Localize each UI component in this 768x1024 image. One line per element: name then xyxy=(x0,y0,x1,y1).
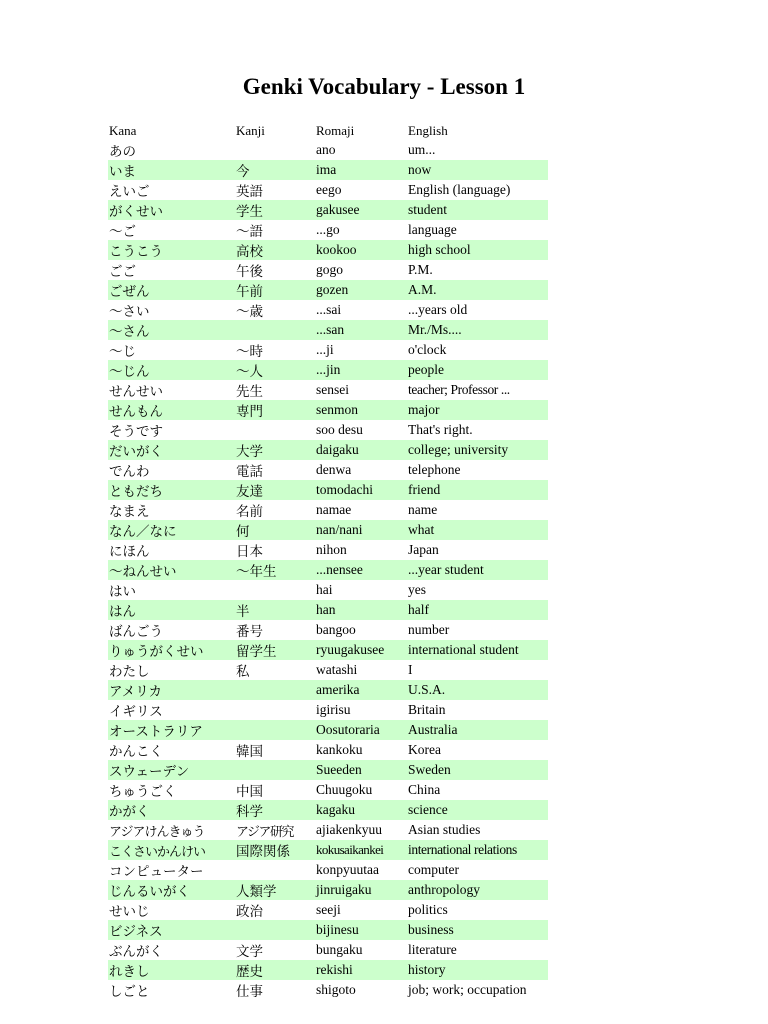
cell-kanji: 〜年生 xyxy=(235,560,315,580)
table-row xyxy=(108,680,548,700)
cell-kana: イギリス xyxy=(109,704,163,720)
table-header-row xyxy=(108,121,548,140)
cell-english: Korea xyxy=(408,742,441,757)
cell-kana: ごぜん xyxy=(108,280,235,300)
cell-kana: 〜ご xyxy=(109,224,136,240)
cell-english: ...year student xyxy=(407,560,548,580)
cell-romaji: ...sai xyxy=(316,302,342,317)
table-row xyxy=(108,340,548,360)
cell-kanji: 先生 xyxy=(236,384,263,400)
cell-kana: せんせい xyxy=(109,384,163,400)
cell-kanji: 〜語 xyxy=(236,224,263,240)
cell-romaji: amerika xyxy=(315,680,407,700)
cell-romaji: kookoo xyxy=(315,240,407,260)
cell-romaji: ajiakenkyuu xyxy=(316,822,382,837)
cell-kana: なまえ xyxy=(109,504,150,520)
vocabulary-rows xyxy=(108,140,548,1000)
cell-kana: せんもん xyxy=(108,400,235,420)
cell-english: Britain xyxy=(408,702,446,717)
cell-romaji: ...nensee xyxy=(315,560,407,580)
cell-kana: ちゅうごく xyxy=(109,784,177,800)
table-row xyxy=(108,180,548,200)
cell-kanji: 留学生 xyxy=(235,640,315,660)
table-row xyxy=(108,580,548,600)
table-row xyxy=(108,740,548,760)
cell-kana: スウェーデン xyxy=(108,760,235,780)
cell-kanji: 国際関係 xyxy=(235,840,315,860)
cell-kanji: 私 xyxy=(236,664,250,680)
cell-english: English (language) xyxy=(408,182,511,197)
cell-kana: そうです xyxy=(109,424,163,440)
table-row xyxy=(108,640,548,660)
cell-romaji: bijinesu xyxy=(315,920,407,940)
vocabulary-table xyxy=(108,121,548,1000)
cell-kana: コンピューター xyxy=(109,864,204,880)
table-row xyxy=(108,820,548,840)
cell-kana: じんるいがく xyxy=(108,880,235,900)
cell-romaji: jinruigaku xyxy=(315,880,407,900)
cell-romaji: nihon xyxy=(316,542,347,557)
cell-kana: にほん xyxy=(109,544,150,560)
cell-english: computer xyxy=(408,862,459,877)
cell-kanji: 番号 xyxy=(236,624,263,640)
cell-kanji xyxy=(235,420,315,440)
cell-romaji: ryuugakusee xyxy=(315,640,407,660)
table-row xyxy=(108,780,548,800)
cell-kanji: 名前 xyxy=(236,504,263,520)
cell-romaji: hai xyxy=(316,582,333,597)
cell-english: Asian studies xyxy=(408,822,481,837)
table-row xyxy=(108,220,548,240)
table-row xyxy=(108,400,548,420)
cell-kana: ともだち xyxy=(108,480,235,500)
page-title: Genki Vocabulary - Lesson 1 xyxy=(242,74,526,99)
cell-romaji: shigoto xyxy=(316,982,356,997)
cell-kana: こうこう xyxy=(108,240,235,260)
cell-romaji: bungaku xyxy=(316,942,363,957)
cell-english: international student xyxy=(407,640,548,660)
cell-kanji: 歴史 xyxy=(235,960,315,980)
table-row xyxy=(108,360,548,380)
table-row xyxy=(108,620,548,640)
cell-romaji: tomodachi xyxy=(315,480,407,500)
cell-kanji: 政治 xyxy=(236,904,263,920)
cell-kana: ビジネス xyxy=(108,920,235,940)
cell-romaji: Oosutoraria xyxy=(315,720,407,740)
cell-kanji: 今 xyxy=(235,160,315,180)
cell-romaji: watashi xyxy=(316,662,358,677)
cell-romaji: rekishi xyxy=(315,960,407,980)
cell-kana: 〜さい xyxy=(109,304,150,320)
cell-english: now xyxy=(407,160,548,180)
cell-english: politics xyxy=(408,902,448,917)
cell-english: That's right. xyxy=(408,422,473,437)
cell-kanji: アジア研究 xyxy=(236,824,293,840)
table-row xyxy=(108,860,548,880)
cell-kanji xyxy=(235,580,315,600)
cell-kana: ばんごう xyxy=(109,624,163,640)
cell-kanji: 電話 xyxy=(236,464,263,480)
cell-kana: なん／なに xyxy=(108,520,235,540)
cell-romaji: gogo xyxy=(316,262,343,277)
table-row xyxy=(108,560,548,580)
cell-english: Mr./Ms.... xyxy=(407,320,548,340)
cell-kana: しごと xyxy=(109,984,150,1000)
cell-romaji: sensei xyxy=(316,382,349,397)
cell-romaji: ...go xyxy=(316,222,340,237)
table-row xyxy=(108,300,548,320)
table-row xyxy=(108,440,548,460)
cell-kanji: 午前 xyxy=(235,280,315,300)
cell-kana: れきし xyxy=(108,960,235,980)
cell-english: Japan xyxy=(408,542,439,557)
cell-english: science xyxy=(407,800,548,820)
cell-romaji: ima xyxy=(315,160,407,180)
cell-romaji: kankoku xyxy=(316,742,363,757)
cell-kanji: 友達 xyxy=(235,480,315,500)
table-row xyxy=(108,800,548,820)
cell-kana: あの xyxy=(109,144,136,160)
cell-kanji: 大学 xyxy=(235,440,315,460)
cell-kana: だいがく xyxy=(108,440,235,460)
cell-kanji: 専門 xyxy=(235,400,315,420)
cell-english: major xyxy=(407,400,548,420)
cell-kana: かがく xyxy=(108,800,235,820)
cell-english: A.M. xyxy=(407,280,548,300)
cell-romaji: senmon xyxy=(315,400,407,420)
cell-kanji: 〜人 xyxy=(235,360,315,380)
cell-english: P.M. xyxy=(408,262,433,277)
cell-english: teacher; Professor ... xyxy=(408,382,510,397)
cell-english: yes xyxy=(408,582,426,597)
table-row xyxy=(108,960,548,980)
cell-romaji: kokusaikankei xyxy=(315,840,407,860)
cell-english: U.S.A. xyxy=(407,680,548,700)
table-row xyxy=(108,760,548,780)
cell-kanji: 学生 xyxy=(235,200,315,220)
cell-kanji xyxy=(235,720,315,740)
cell-kana: アメリカ xyxy=(108,680,235,700)
cell-kanji: 韓国 xyxy=(236,744,263,760)
cell-romaji: bangoo xyxy=(316,622,356,637)
cell-english: half xyxy=(407,600,548,620)
cell-kanji: 文学 xyxy=(236,944,263,960)
cell-kanji xyxy=(235,140,315,160)
table-row xyxy=(108,320,548,340)
cell-english: high school xyxy=(407,240,548,260)
table-row xyxy=(108,160,548,180)
cell-kanji: 中国 xyxy=(236,784,263,800)
column-header-kanji: Kanji xyxy=(236,122,265,138)
cell-english: I xyxy=(408,662,413,677)
cell-kanji: 科学 xyxy=(235,800,315,820)
cell-english: international relations xyxy=(407,840,548,860)
cell-english: language xyxy=(408,222,457,237)
cell-kana: でんわ xyxy=(109,464,150,480)
table-row xyxy=(108,280,548,300)
cell-english: um... xyxy=(408,142,436,157)
column-header-romaji: Romaji xyxy=(316,122,355,138)
cell-kanji xyxy=(235,680,315,700)
cell-romaji: Chuugoku xyxy=(316,782,373,797)
cell-kana: わたし xyxy=(109,664,150,680)
cell-kanji: 午後 xyxy=(236,264,263,280)
table-row xyxy=(108,840,548,860)
cell-english: name xyxy=(408,502,438,517)
table-row xyxy=(108,940,548,960)
cell-english: friend xyxy=(407,480,548,500)
cell-romaji: ...jin xyxy=(315,360,407,380)
cell-kana: 〜さん xyxy=(108,320,235,340)
cell-kanji: 人類学 xyxy=(235,880,315,900)
table-row xyxy=(108,240,548,260)
cell-english: China xyxy=(408,782,441,797)
cell-english: people xyxy=(407,360,548,380)
table-row xyxy=(108,600,548,620)
table-row xyxy=(108,660,548,680)
cell-kanji xyxy=(235,760,315,780)
cell-romaji: eego xyxy=(316,182,342,197)
cell-english: history xyxy=(407,960,548,980)
cell-romaji: nan/nani xyxy=(315,520,407,540)
cell-romaji: Sueeden xyxy=(315,760,407,780)
column-header-english: English xyxy=(408,122,448,138)
cell-kanji xyxy=(235,920,315,940)
cell-english: job; work; occupation xyxy=(408,982,527,997)
cell-kanji: 何 xyxy=(235,520,315,540)
cell-english: student xyxy=(407,200,548,220)
cell-romaji: ...san xyxy=(315,320,407,340)
table-row xyxy=(108,460,548,480)
cell-kana: オーストラリア xyxy=(108,720,235,740)
cell-kana: こくさいかんけい xyxy=(108,840,235,860)
table-row xyxy=(108,900,548,920)
cell-kanji xyxy=(235,860,315,880)
table-row xyxy=(108,980,548,1000)
table-row xyxy=(108,420,548,440)
cell-english: number xyxy=(408,622,450,637)
cell-english: Australia xyxy=(407,720,548,740)
cell-kana: ごご xyxy=(109,264,136,280)
cell-english: ...years old xyxy=(408,302,468,317)
cell-romaji: han xyxy=(315,600,407,620)
cell-romaji: ...ji xyxy=(316,342,334,357)
table-row xyxy=(108,880,548,900)
cell-kana: えいご xyxy=(109,184,150,200)
cell-romaji: gozen xyxy=(315,280,407,300)
cell-romaji: konpyuutaa xyxy=(316,862,379,877)
table-row xyxy=(108,700,548,720)
cell-romaji: denwa xyxy=(316,462,352,477)
cell-kanji xyxy=(235,700,315,720)
cell-kanji: 高校 xyxy=(235,240,315,260)
cell-romaji: daigaku xyxy=(315,440,407,460)
cell-kanji xyxy=(235,320,315,340)
table-row xyxy=(108,500,548,520)
cell-english: o'clock xyxy=(408,342,447,357)
cell-kanji: 半 xyxy=(235,600,315,620)
cell-romaji: igirisu xyxy=(316,702,351,717)
cell-romaji: gakusee xyxy=(315,200,407,220)
table-row xyxy=(108,200,548,220)
cell-kana: りゅうがくせい xyxy=(108,640,235,660)
table-row xyxy=(108,540,548,560)
table-row xyxy=(108,520,548,540)
cell-romaji: kagaku xyxy=(315,800,407,820)
cell-kanji: 仕事 xyxy=(236,984,263,1000)
cell-kana: いま xyxy=(108,160,235,180)
cell-kana: ぶんがく xyxy=(109,944,163,960)
cell-kana: はん xyxy=(108,600,235,620)
cell-kanji: 日本 xyxy=(236,544,263,560)
table-row xyxy=(108,260,548,280)
cell-kana: がくせい xyxy=(108,200,235,220)
table-row xyxy=(108,920,548,940)
cell-kanji: 〜時 xyxy=(236,344,263,360)
cell-kana: かんこく xyxy=(109,744,163,760)
cell-english: what xyxy=(407,520,548,540)
cell-kana: 〜ねんせい xyxy=(108,560,235,580)
cell-english: business xyxy=(407,920,548,940)
table-row xyxy=(108,140,548,160)
cell-romaji: seeji xyxy=(316,902,341,917)
table-row xyxy=(108,380,548,400)
table-row xyxy=(108,480,548,500)
cell-romaji: ano xyxy=(316,142,336,157)
cell-kana: はい xyxy=(109,584,136,600)
column-header-kana: Kana xyxy=(109,122,137,138)
cell-romaji: namae xyxy=(316,502,352,517)
cell-kana: 〜じ xyxy=(109,344,136,360)
cell-english: telephone xyxy=(408,462,461,477)
cell-romaji: soo desu xyxy=(316,422,363,437)
cell-kana: アジアけんきゅう xyxy=(109,824,205,840)
cell-english: college; university xyxy=(407,440,548,460)
cell-english: anthropology xyxy=(407,880,548,900)
table-row xyxy=(108,720,548,740)
cell-kanji: 英語 xyxy=(236,184,263,200)
cell-english: Sweden xyxy=(407,760,548,780)
cell-kana: 〜じん xyxy=(108,360,235,380)
cell-kana: せいじ xyxy=(109,904,150,920)
cell-english: literature xyxy=(408,942,457,957)
cell-kanji: 〜歳 xyxy=(236,304,263,320)
